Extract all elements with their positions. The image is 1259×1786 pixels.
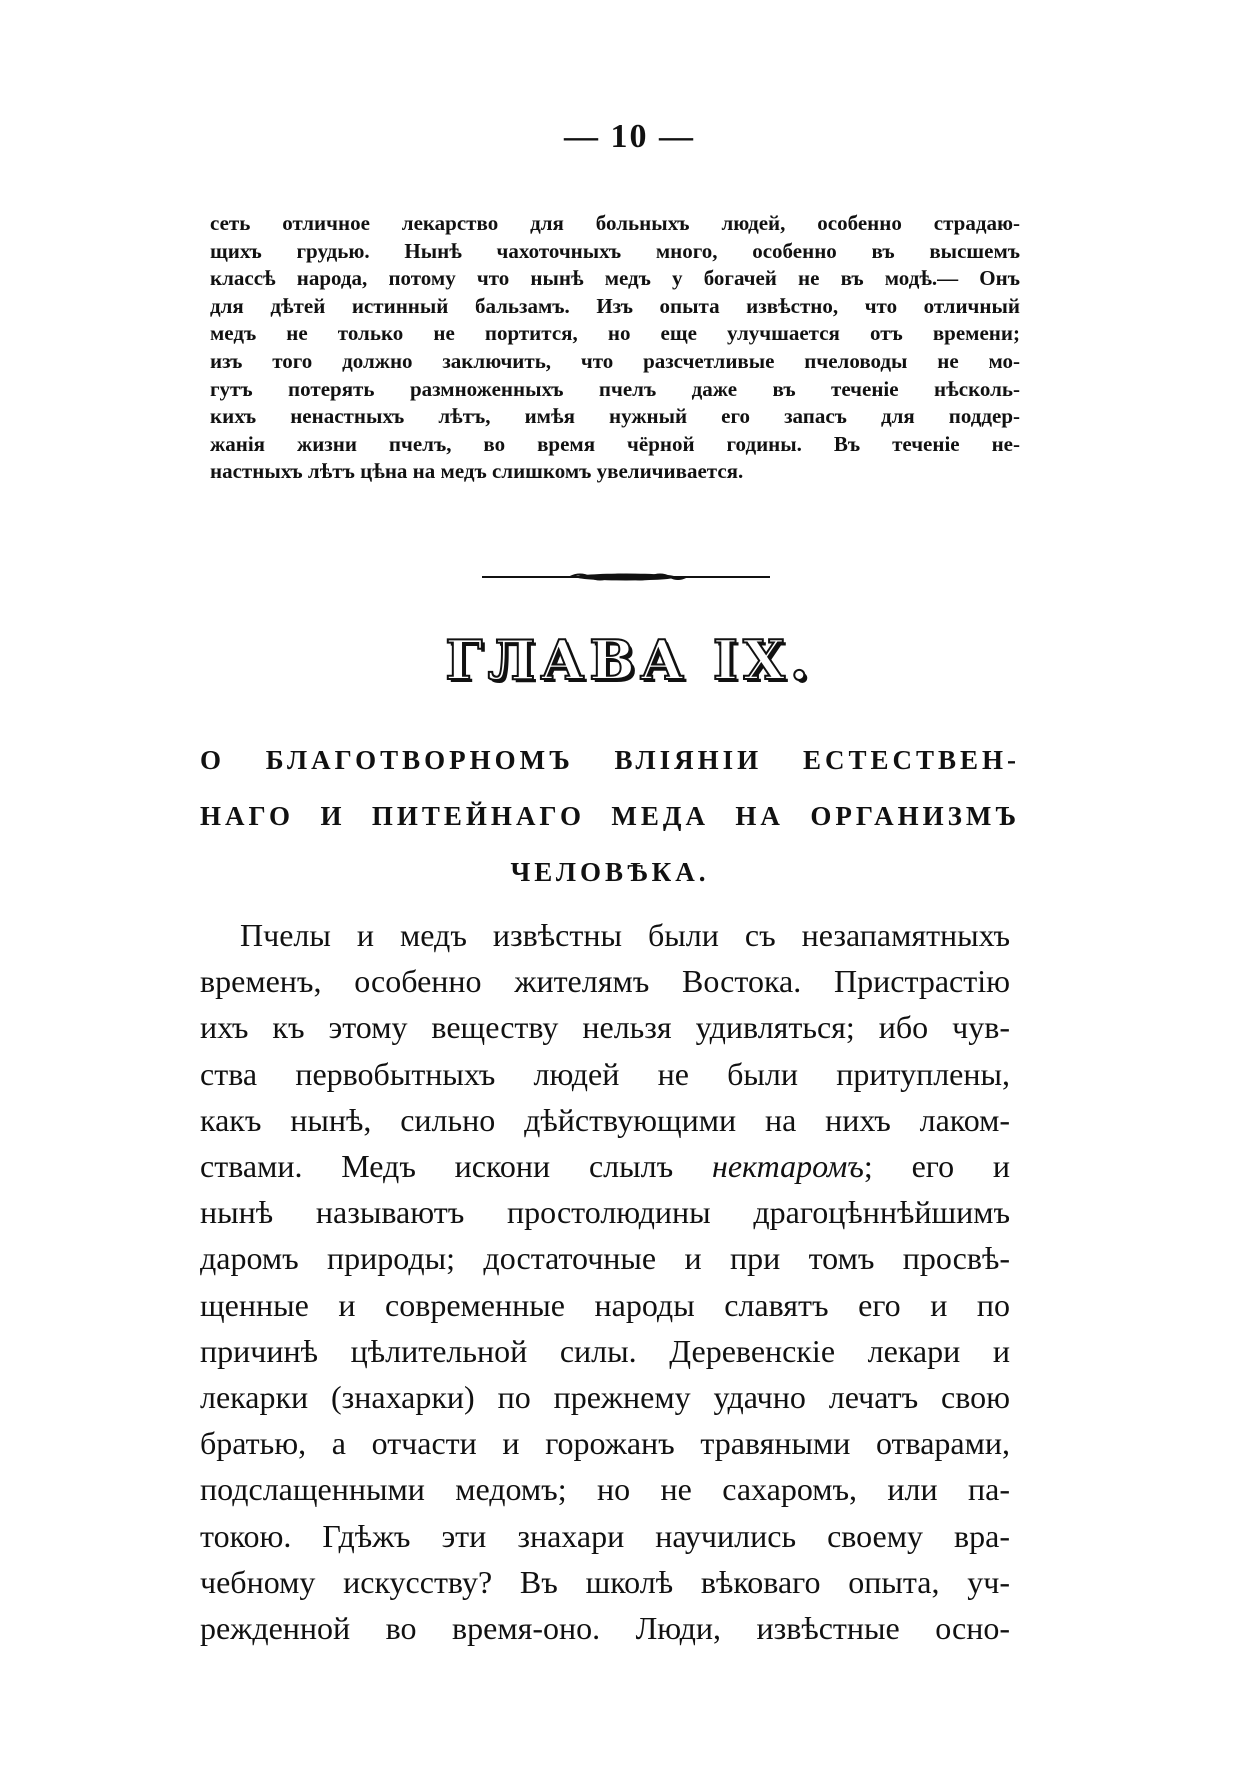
body-line: даромъ природы; достаточные и при томъ просвѣ-: [200, 1240, 1010, 1277]
top-paragraph-line: изъ того должно заключить, что разсчетливые пчеловоды не мо-: [210, 348, 1020, 373]
body-line-with-italic: [200, 1143, 1010, 1189]
body-line: временъ, особенно жителямъ Востока. Пристрастію: [200, 963, 1010, 1000]
chapter-heading-line: НАГО И ПИТЕЙНАГО МЕДА НА ОРГАНИЗМЪ: [200, 801, 1020, 831]
chapter-heading-line: О БЛАГОТВОРНОМЪ ВЛІЯНІИ ЕСТЕСТВЕН-: [200, 745, 1020, 775]
body-line: щенные и современные народы славятъ его и по: [200, 1286, 1010, 1323]
ornamental-divider: [482, 571, 770, 583]
body-line-end: ; его и: [863, 1148, 1011, 1185]
chapter-title: ГЛАВА IX.: [445, 628, 814, 692]
top-paragraph-line: кихъ ненастныхъ лѣтъ, имѣя нужный его запасъ для поддер-: [210, 404, 1020, 429]
chapter-heading-line: ЧЕЛОВѢКА.: [510, 857, 710, 887]
top-paragraph-line: настныхъ лѣтъ цѣна на медъ слишкомъ увеличивается.: [210, 459, 744, 484]
top-paragraph-line: гутъ потерять размноженныхъ пчелъ даже въ теченіе нѣсколь-: [210, 376, 1020, 401]
italic-word-nektar: нектаромъ: [711, 1148, 864, 1185]
body-text: [200, 912, 1010, 1651]
top-paragraph-line: жанія жизни пчелъ, во время чёрной годины. Въ теченіе не-: [210, 431, 1020, 456]
body-line: нынѣ называютъ простолюдины драгоцѣннѣйшимъ: [200, 1194, 1010, 1231]
top-paragraph-line: для дѣтей истинный бальзамъ. Изъ опыта извѣстно, что отличный: [210, 293, 1020, 318]
body-line: ихъ къ этому веществу нельзя удивляться; ибо чув-: [200, 1009, 1010, 1046]
top-paragraph: [210, 210, 1020, 486]
top-paragraph-line: медъ не только не портится, но еще улучшается отъ времени;: [210, 321, 1020, 346]
top-paragraph-line: щихъ грудью. Нынѣ чахоточныхъ много, особенно въ высшемъ: [210, 238, 1020, 263]
body-line-start: ствами. Медъ искони слылъ: [200, 1148, 674, 1185]
body-line: ства первобытныхъ людей не были притуплены,: [200, 1055, 1010, 1092]
body-line: лекарки (знахарки) по прежнему удачно лечатъ свою: [200, 1379, 1010, 1416]
top-paragraph-line: классѣ народа, потому что нынѣ медъ у богачей не въ модѣ.— Онъ: [210, 266, 1020, 291]
body-line: подслащенными медомъ; но не сахаромъ, или па-: [200, 1471, 1010, 1508]
body-line: токою. Гдѣжъ эти знахари научились своему вра-: [200, 1517, 1010, 1554]
top-paragraph-line: сеть отличное лекарство для больныхъ людей, особенно страдаю-: [210, 211, 1020, 235]
body-line: какъ нынѣ, сильно дѣйствующими на нихъ лаком-: [200, 1101, 1010, 1138]
body-line: Пчелы и медъ извѣстны были съ незапамятныхъ: [240, 917, 1010, 953]
page-number: — 10 —: [564, 118, 695, 155]
body-line: чебному искусству? Въ школѣ вѣковаго опыта, уч-: [200, 1563, 1010, 1600]
chapter-heading: [200, 732, 1020, 900]
body-line: братью, а отчасти и горожанъ травяными отварами,: [200, 1425, 1010, 1462]
body-line: режденной во время-оно. Люди, извѣстные осно-: [200, 1610, 1010, 1647]
body-line: причинѣ цѣлительной силы. Деревенскіе лекари и: [200, 1332, 1010, 1369]
